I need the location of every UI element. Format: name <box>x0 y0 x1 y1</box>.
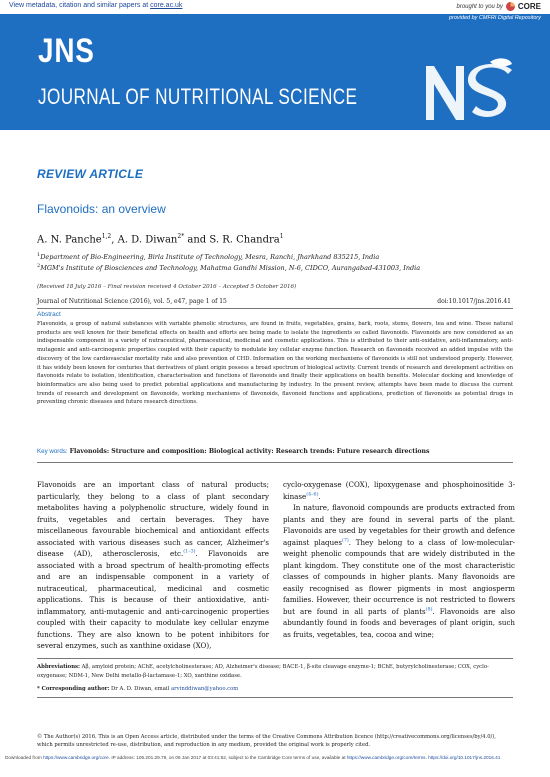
keywords-label: Key words: <box>37 448 68 455</box>
core-top-bar <box>0 0 550 14</box>
keywords-line <box>37 448 430 455</box>
article-doi[interactable]: doi:10.1017/jns.2016.41 <box>437 298 511 305</box>
affiliation-2 <box>37 263 420 272</box>
author-name: A. N. Panche <box>37 234 102 246</box>
citation-ref[interactable]: (7) <box>342 538 349 544</box>
divider <box>37 658 513 659</box>
affiliation-1 <box>37 252 379 261</box>
core-ac-uk-link[interactable]: core.ac.uk <box>150 2 183 9</box>
brought-by-text: brought to you by <box>456 3 503 10</box>
core-metadata-text: View metadata, citation and similar papers at <box>9 2 149 9</box>
citation-ref[interactable]: (4–6) <box>306 492 319 498</box>
body-text: . Flavonoids are also abundantly found in foods and beverages of plant origin, such as fruits, vegetables, tea, cocoa and wine; <box>283 606 515 639</box>
author-separator: and <box>184 234 210 246</box>
affiliation-sup: 1 <box>37 252 41 258</box>
body-paragraph <box>283 479 515 502</box>
body-paragraph <box>283 502 515 640</box>
abbreviations-footnote <box>37 663 513 680</box>
body-column-right <box>283 479 515 640</box>
abstract-text: Flavonoids, a group of natural substances with variable phenolic structures, are found in fruits, vegetables, grains, bark, roots, stems, flowers, tea and wine. These natural products are well known for their beneficial effects on health and efforts are being made to isolate the ingredients so called flavonoids. Flavonoids are now considered as an indispensable component in a variety of nutraceutical, pharmaceutical, medicinal and cosmetic applications. This is attributed to their anti-oxidative, anti-inflammatory, anti-mutagenic and anti-carcinogenic properties coupled with their capacity to modulate key cellular enzyme function. Research on flavonoids received an added impulse with the discovery of the low cardiovascular mortality rate and also prevention of CHD. Information on the working mechanisms of flavonoids is still not understood properly. However, it has widely been known for centuries that derivatives of plant origin possess a broad spectrum of biological activity. Current trends of research and development activities on flavonoids relate to isolation, identification, characterisation and functions of flavonoids and finally their applications on health benefits. Molecular docking and knowledge of bioinformatics are also being used to predict potential applications and manufacturing by industry. In the present review, attempts have been made to discuss the current trends of research and development on flavonoids, working mechanisms of flavonoids, flavonoid functions and applications, prediction of flavonoids as potential drugs in preventing chronic diseases and future research directions. <box>37 321 513 406</box>
body-text: . <box>318 491 321 501</box>
author-name: S. R. Chandra <box>209 234 280 246</box>
divider <box>37 308 513 309</box>
divider <box>37 462 513 463</box>
affiliation-text: Department of Bio-Engineering, Birla Institute of Technology, Mesra, Ranchi, Jharkhand 835215, India <box>40 253 380 262</box>
abbreviations-text: Aβ, amyloid protein; AChE, acetylcholinesterase; AD, Alzheimer's disease; BACE-1, β-site cleavage enzyme-1; BChE, butyrylcholinesterase; COX, cyclo-oxygenase; NDM-1, New Delhi metallo-β-lactamase-1; XO, xanthine oxidase. <box>37 664 489 679</box>
author-affil-sup: 2* <box>177 233 185 240</box>
core-metadata-link[interactable] <box>9 2 182 9</box>
author-affil-sup: 1,2 <box>101 233 112 240</box>
corresponding-author <box>37 686 238 692</box>
license-statement: © The Author(s) 2016. This is an Open Access article, distributed under the terms of the Creative Commons Attribution licence (http://creativecommons.org/licenses/by/4.0/), which permits unrestricted re-use, distribution, and reproduction in any medium, provided the original work is properly cited. <box>37 734 496 748</box>
journal-citation: Journal of Nutritional Science (2016), vol. 5, e47, page 1 of 15 <box>37 298 227 305</box>
ns-logo-icon <box>422 58 514 122</box>
core-logo-icon <box>506 2 515 11</box>
received-dates: (Received 18 July 2016 – Final revision received 4 October 2016 – Accepted 5 October 2016) <box>37 284 297 290</box>
download-notice: Downloaded from https://www.cambridge.org/core. IP address: 106.201.29.79, on 06 Jan 2017 at 03:41:52, subject to the Cambridge Core terms of use, available at https://www.cambridge.org/core/terms. https://doi.org/10.1017/jns.2016.41 <box>5 755 501 760</box>
core-brand-label: CORE <box>517 2 541 11</box>
core-brand[interactable] <box>457 2 542 11</box>
keywords-text: Flavonoids: Structure and composition: Biological activity: Research trends: Future research directions <box>69 448 430 455</box>
provided-by-link[interactable]: provided by CMFRI Digital Repository <box>448 15 541 21</box>
body-column-left <box>37 479 269 652</box>
body-text: . Flavonoids are associated with a broad spectrum of health-promoting effects and are an indispensable component in a variety of nutraceutical, pharmaceutical, medicinal and cosmetic applications. This is because of their antioxidative, anti-inflammatory, anti-mutagenic and anti-carcinogenic properties coupled with their capacity to modulate key cellular enzyme functions. They are also known to be potent inhibitors for several enzymes, such as xanthine oxidase (XO), <box>37 549 269 650</box>
corresponding-name: Dr A. D. Diwan, email <box>111 686 170 692</box>
author-list <box>37 233 284 245</box>
download-prefix: Downloaded from <box>5 755 42 760</box>
corresponding-email-link[interactable]: arvinddiwan@yahoo.com <box>170 686 239 692</box>
journal-short-name: JNS <box>38 32 95 70</box>
cambridge-core-link[interactable]: https://www.cambridge.org/core <box>43 755 109 760</box>
cambridge-terms-link[interactable]: https://www.cambridge.org/core/terms <box>346 755 426 760</box>
affiliation-sup: 2 <box>37 263 41 269</box>
abstract-heading: Abstract <box>37 311 61 318</box>
journal-header <box>0 14 550 130</box>
body-text: cyclo-oxygenase (COX), lipoxygenase and phosphoinositide 3-kinase <box>283 480 515 501</box>
divider <box>37 697 513 698</box>
body-text: Flavonoids are an important class of natural products; particularly, they belong to a class of plant secondary metabolites having a polyphenolic structure, widely found in fruits, vegetables and certain beverages. They have miscellaneous favourable biochemical and antioxidant effects associated with various diseases such as cancer, Alzheimer's disease (AD), atherosclerosis, etc. <box>37 480 269 558</box>
article-title: Flavonoids: an overview <box>37 202 166 216</box>
article-type-label: REVIEW ARTICLE <box>37 167 144 181</box>
corresponding-label: * Corresponding author: <box>37 686 110 692</box>
abbreviations-label: Abbreviations: <box>37 664 80 670</box>
journal-full-name: JOURNAL OF NUTRITIONAL SCIENCE <box>38 84 358 109</box>
doi-link[interactable]: https://doi.org/10.1017/jns.2016.41 <box>428 755 501 760</box>
body-text: . They belong to a class of low-molecular-weight phenolic compounds that are widely distributed in the plant kingdom. They constitute one of the most characteristic classes of compounds in higher plants. Many flavonoids are easily recognised as flower pigments in most angiosperm families. However, their occurrence is not restricted to flowers but are found in all parts of plants <box>283 537 515 616</box>
body-text: In nature, flavonoid compounds are products extracted from plants and they are found in several parts of the plant. Flavonoids are used by vegetables for their growth and defence against plaques <box>283 503 515 547</box>
citation-ref[interactable]: (1–3) <box>183 549 196 555</box>
citation-ref[interactable]: (8) <box>425 607 433 613</box>
author-separator: , <box>111 234 118 246</box>
affiliation-text: MGM's Institute of Biosciences and Technology, Mahatma Gandhi Mission, N-6, CIDCO, Aurangabad-431003, India <box>40 264 421 273</box>
author-name: A. D. Diwan <box>117 234 178 246</box>
body-paragraph <box>37 479 269 652</box>
download-ip-text: . IP address: 106.201.29.79, on 06 Jan 2017 at 03:41:52, subject to the Cambridge Core terms of use, available at <box>108 755 346 760</box>
author-affil-sup: 1 <box>279 233 284 240</box>
